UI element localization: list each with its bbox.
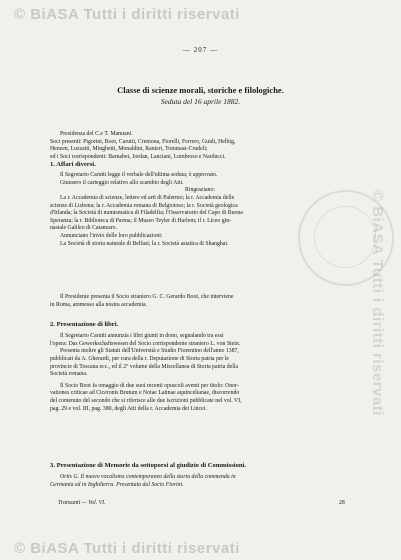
- text-line: scienze di Lisbona; la r. Accademia romana di Belgioioso; la r. Società geologica: [50, 202, 238, 209]
- text-line: Il Socio Boot fa omaggio di due suoi recenti opuscoli aventi per titolo: Onor-: [60, 382, 239, 389]
- section-heading-2: 2. Presentazione di libri.: [50, 321, 119, 328]
- watermark-side: © BiASA Tutti i diritti riservati: [369, 190, 386, 416]
- president-note: [50, 294, 350, 309]
- section-heading-1: 1. Affari diversi.: [50, 161, 96, 168]
- text-line: La Società di storia naturale di Belfast; la r. Società asiatica di Shanghai.: [60, 240, 229, 247]
- text-line: d'Irlanda; la Società di numismatica di Filadelfia; l'Osservatorio del Capo di Buona: [50, 210, 243, 217]
- text-line: Società romana.: [50, 371, 88, 378]
- text-line: pubblicati da A. Gherardi, per cura della r. Deputazione di Storia patria per le: [50, 355, 229, 362]
- text-line: La r. Accademia di scienze, lettere ed arti di Palermo; la r. Accademia delle: [60, 194, 235, 201]
- text-line: nasiale Galileo di Catanzaro.: [50, 225, 117, 232]
- attendance-block: [50, 131, 350, 162]
- watermark-top: © BiASA Tutti i diritti riservati: [14, 6, 240, 23]
- page-title: Classe di scienze morali, storiche e filologiche.: [117, 85, 284, 95]
- text-line: pag. 29 e vol. III, pag. 380, degli Atti della r. Accademia dei Lincei.: [50, 405, 207, 412]
- text-line: Giunsero il carteggio relativo allo scambio degli Atti.: [60, 179, 184, 186]
- footer-volume: Transunti — Vol. VI.: [58, 500, 106, 506]
- attendance-line: Soci presenti: Pigorini, Boot, Carutti, Cremona, Fiorelli, Ferrero, Guidi, Helbig,: [50, 138, 236, 145]
- attendance-line: ed i Soci corrispondenti: Barnabei, Jordan, Lanciani, Lumbroso e Narducci.: [50, 153, 226, 160]
- text-line: Presenta inoltre gli Statuti dell'Università e Studio Fiorentino dell'anno 1387,: [60, 348, 239, 355]
- text-line: vationes criticae ad Ciceronis Brutum e Notae Latinae aquincelianae, discorrendo: [50, 390, 240, 397]
- attendance-line: Presidenza del C.e T. Mamiani.: [60, 131, 133, 137]
- section-1-body: [50, 172, 350, 248]
- text-line: Il Segretario Carutti annunzia i libri giunti in dono, segnalando tra essi: [60, 333, 224, 339]
- section-3-body: [50, 474, 350, 489]
- text-line: Il Presidente presenta il Socio straniero G. C. Gerardo Boot, che interviene: [60, 294, 234, 300]
- text-line: Ringraziano:: [185, 187, 215, 194]
- session-date: Seduta del 16 aprile 1882.: [160, 97, 241, 106]
- section-heading-3: 3. Presentazione di Memorie da sottoporsi al giudizio di Commissioni.: [50, 462, 247, 469]
- text-line: Il Segretario Carutti legge il verbale dell'ultima seduta; è approvato.: [60, 172, 218, 178]
- text-line: Ortis G. Il nuovo vocalismo contemporaneo della storia della commenda in: [60, 474, 236, 480]
- footer-signature-number: 28: [339, 500, 345, 506]
- attendance-line: Henzen, Luzzatti, Minghetti, Monaldini, Ranieri, Tommasi-Crudeli;: [50, 146, 208, 153]
- section-2-body: [50, 333, 350, 413]
- text-line: provincie di Toscana ecc., ed il 2° volume della Miscellanea di Storia patria della: [50, 363, 239, 370]
- text-line: Annunciano l'invio delle loro pubblicazioni:: [60, 233, 163, 240]
- text-line: l'opera: Das Gewerkschaftswesen del Socio corrispondente straniero L. von Stein.: [50, 340, 241, 347]
- text-line: Speranza; la r. Biblioteca di Parma; il Museo Teyler di Harlem; il r. Liceo gin-: [50, 217, 232, 224]
- text-line: Germania ed in Inghilterra. Presentata dal Socio Fiorini.: [50, 481, 184, 488]
- page-number: — 207 —: [183, 46, 218, 54]
- text-line: del contenuto del secondo che si riferisce alle due iscrizioni pubblicate nel vol. VI,: [50, 398, 242, 405]
- watermark-bottom: © BiASA Tutti i diritti riservati: [14, 540, 240, 557]
- text-line: in Roma, ammesso alla nostra accademia.: [50, 301, 148, 308]
